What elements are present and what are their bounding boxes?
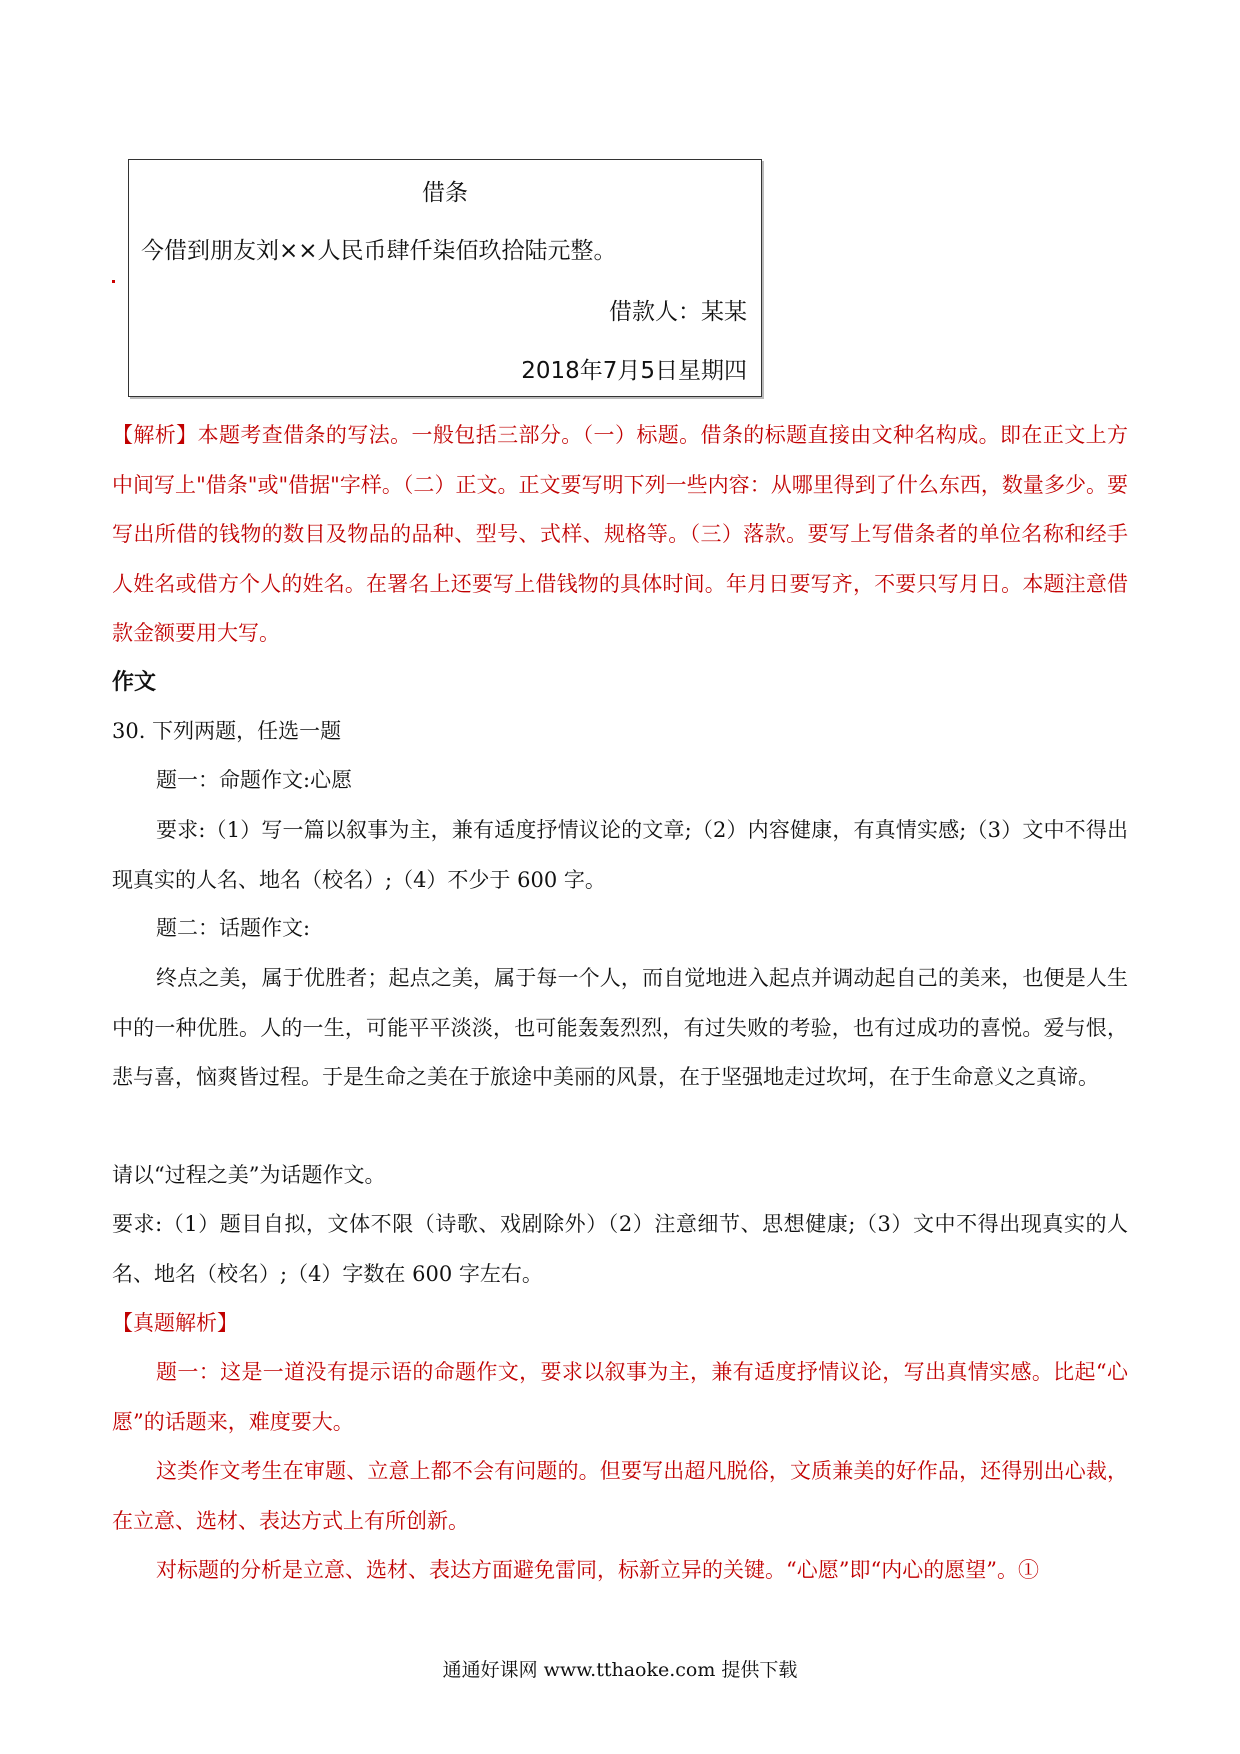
- iou-title: 借条: [422, 180, 468, 206]
- iou-body: 今借到朋友刘××人民币肆仟柒佰玖拾陆元整。: [141, 238, 617, 264]
- iou-borrower: 借款人：某某: [609, 299, 747, 325]
- topic1-title: 题一：命题作文:心愿: [156, 768, 353, 792]
- topic2-requirements: 要求:（1）题目自拟，文体不限（诗歌、戏剧除外）（2）注意细节、思想健康;（3）文中不得出现真实的人名、地名（校名）;（4）字数在 600 字左右。: [112, 1212, 1128, 1286]
- topic1-requirements: 要求:（1）写一篇以叙事为主，兼有适度抒情议论的文章;（2）内容健康，有真情实感;（3）文中不得出现真实的人名、地名（校名）;（4）不少于 600 字。: [112, 818, 1128, 892]
- topic2-title: 题二：话题作文:: [156, 916, 311, 940]
- topic2-text: 终点之美，属于优胜者；起点之美，属于每一个人，而自觉地进入起点并调动起自己的美来，也便是人生中的一种优胜。人的一生，可能平平淡淡，也可能轰轰烈烈，有过失败的考验，也有过成功的喜悦。爱与恨，悲与喜，恼爽皆过程。于是生命之美在于旅途中美丽的风景，在于坚强地走过坎坷，在于生命意义之真谛。: [112, 966, 1128, 1089]
- real-analysis-p3: 对标题的分析是立意、选材、表达方面避免雷同，标新立异的关键。“心愿”即“内心的愿望”。①: [156, 1558, 1039, 1582]
- iou-box: [128, 159, 762, 397]
- real-analysis-p2: 这类作文考生在审题、立意上都不会有问题的。但要写出超凡脱俗，文质兼美的好作品，还得别出心裁，在立意、选材、表达方式上有所创新。: [112, 1459, 1128, 1533]
- page-footer: 通通好课网 www.tthaoke.com 提供下载: [442, 1659, 798, 1681]
- topic2-prompt: 请以“过程之美”为话题作文。: [112, 1163, 386, 1187]
- real-analysis-heading: 【真题解析】: [112, 1311, 238, 1335]
- question-30-stem: 30. 下列两题，任选一题: [112, 719, 342, 743]
- section-heading: 作文: [112, 669, 157, 695]
- analysis-paragraph: 【解析】本题考查借条的写法。一般包括三部分。（一）标题。借条的标题直接由文种名构成。即在正文上方中间写上"借条"或"借据"字样。（二）正文。正文要写明下列一些内容：从哪里得到了什么东西，数量多少。要写出所借的钱物的数目及物品的品种、型号、式样、规格等。（三）落款。要写上写借条者的单位名称和经手人姓名或借方个人的姓名。在署名上还要写上借钱物的具体时间。年月日要写齐，不要只写月日。本题注意借款金额要用大写。: [112, 423, 1128, 645]
- bullet-dot: [112, 280, 115, 283]
- iou-date: 2018年7月5日星期四: [521, 358, 747, 384]
- real-analysis-p1: 题一：这是一道没有提示语的命题作文，要求以叙事为主，兼有适度抒情议论，写出真情实感。比起“心愿”的话题来，难度要大。: [112, 1360, 1128, 1434]
